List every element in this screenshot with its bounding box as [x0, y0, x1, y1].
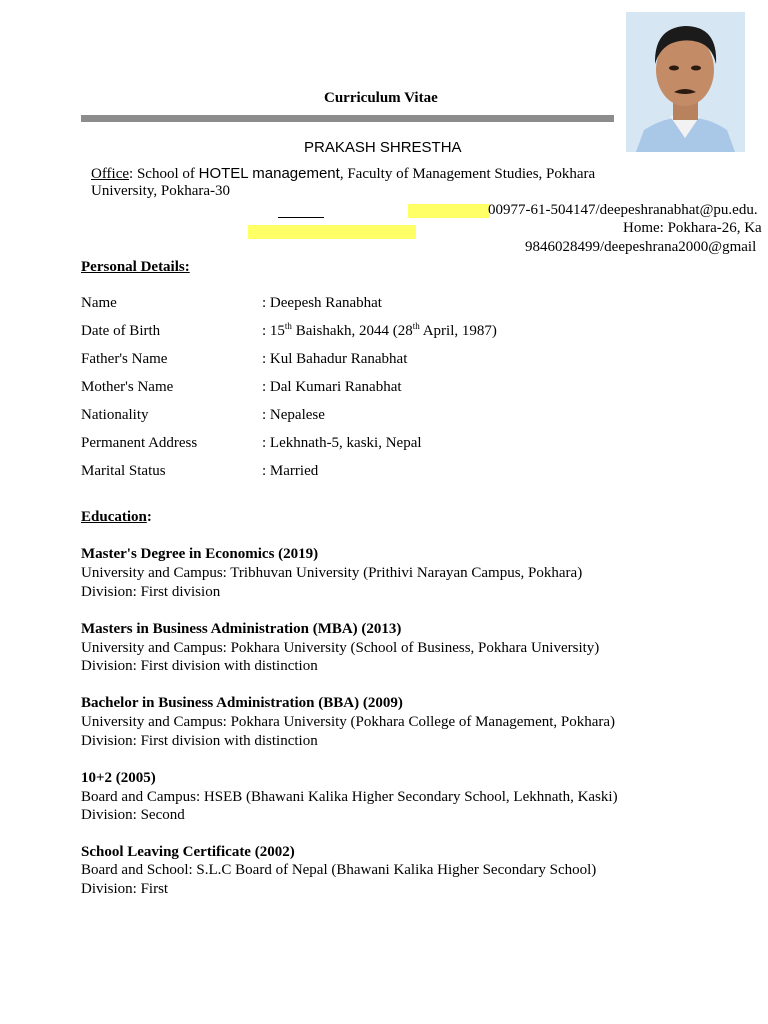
dob-month: Baishakh, 2044 (28 [291, 323, 413, 339]
degree-division: Division: First division [81, 584, 221, 600]
degree-institution: University and Campus: Tribhuvan University (Prithivi Narayan Campus, Pokhara) [81, 565, 583, 581]
home-address: Home: Pokhara-26, Ka [623, 220, 762, 236]
value-name: : Deepesh Ranabhat [262, 295, 382, 311]
dob-sup: th [284, 321, 292, 331]
value-dob [262, 323, 497, 340]
label-permanent-address: Permanent Address [81, 435, 198, 451]
degree-division: Division: First division with distinction [81, 658, 318, 674]
label-name: Name [81, 295, 117, 311]
mobile-contact: 9846028499/deepeshrana2000@gmail [525, 239, 757, 255]
value-mother: : Dal Kumari Ranabhat [262, 379, 402, 395]
degree-institution: University and Campus: Pokhara University (Pokhara College of Management, Pokhara) [81, 714, 616, 730]
degree-title: Masters in Business Administration (MBA) (2013) [81, 621, 402, 637]
person-portrait-icon [626, 12, 745, 152]
degree-title: School Leaving Certificate (2002) [81, 844, 295, 860]
education-heading [81, 509, 152, 526]
blank-underline [278, 217, 324, 218]
value-nationality: : Nepalese [262, 407, 325, 423]
education-heading-text: Education [81, 509, 147, 525]
degree-title: 10+2 (2005) [81, 770, 156, 786]
office-address-line2: University, Pokhara-30 [91, 183, 230, 199]
label-father: Father's Name [81, 351, 168, 367]
office-contact: 00977-61-504147/deepeshranabhat@pu.edu. [488, 202, 758, 218]
degree-title: Master's Degree in Economics (2019) [81, 546, 319, 562]
degree-division: Division: First [81, 881, 169, 897]
highlight-mark [408, 204, 490, 218]
dob-day: : 15 [262, 323, 285, 339]
profile-photo [626, 12, 745, 152]
dob-english: April, 1987) [419, 323, 497, 339]
title-rule [81, 115, 614, 122]
office-text-a: : School of [129, 166, 199, 182]
value-marital-status: : Married [262, 463, 319, 479]
degree-division: Division: First division with distinction [81, 733, 318, 749]
degree-institution: Board and School: S.L.C Board of Nepal (Bhawani Kalika Higher Secondary School) [81, 862, 597, 878]
value-permanent-address: : Lekhnath-5, kaski, Nepal [262, 435, 422, 451]
label-marital-status: Marital Status [81, 463, 166, 479]
degree-title: Bachelor in Business Administration (BBA) (2009) [81, 695, 403, 711]
personal-details-heading: Personal Details: [81, 259, 190, 275]
degree-institution: Board and Campus: HSEB (Bhawani Kalika Higher Secondary School, Lekhnath, Kaski) [81, 789, 618, 805]
label-dob: Date of Birth [81, 323, 161, 339]
degree-division: Division: Second [81, 807, 185, 823]
education-heading-colon: : [146, 509, 152, 525]
highlight-mark [248, 225, 416, 239]
dob-sup: th [412, 321, 420, 331]
document-title: Curriculum Vitae [324, 90, 438, 106]
office-text-b: HOTEL management [198, 165, 340, 182]
office-label: Office [91, 166, 130, 182]
degree-institution: University and Campus: Pokhara University (School of Business, Pokhara University) [81, 640, 600, 656]
label-nationality: Nationality [81, 407, 149, 423]
office-address-line1 [91, 165, 595, 183]
candidate-name: PRAKASH SHRESTHA [304, 139, 462, 156]
label-mother: Mother's Name [81, 379, 174, 395]
office-text-c: , Faculty of Management Studies, Pokhara [339, 166, 596, 182]
value-father: : Kul Bahadur Ranabhat [262, 351, 408, 367]
